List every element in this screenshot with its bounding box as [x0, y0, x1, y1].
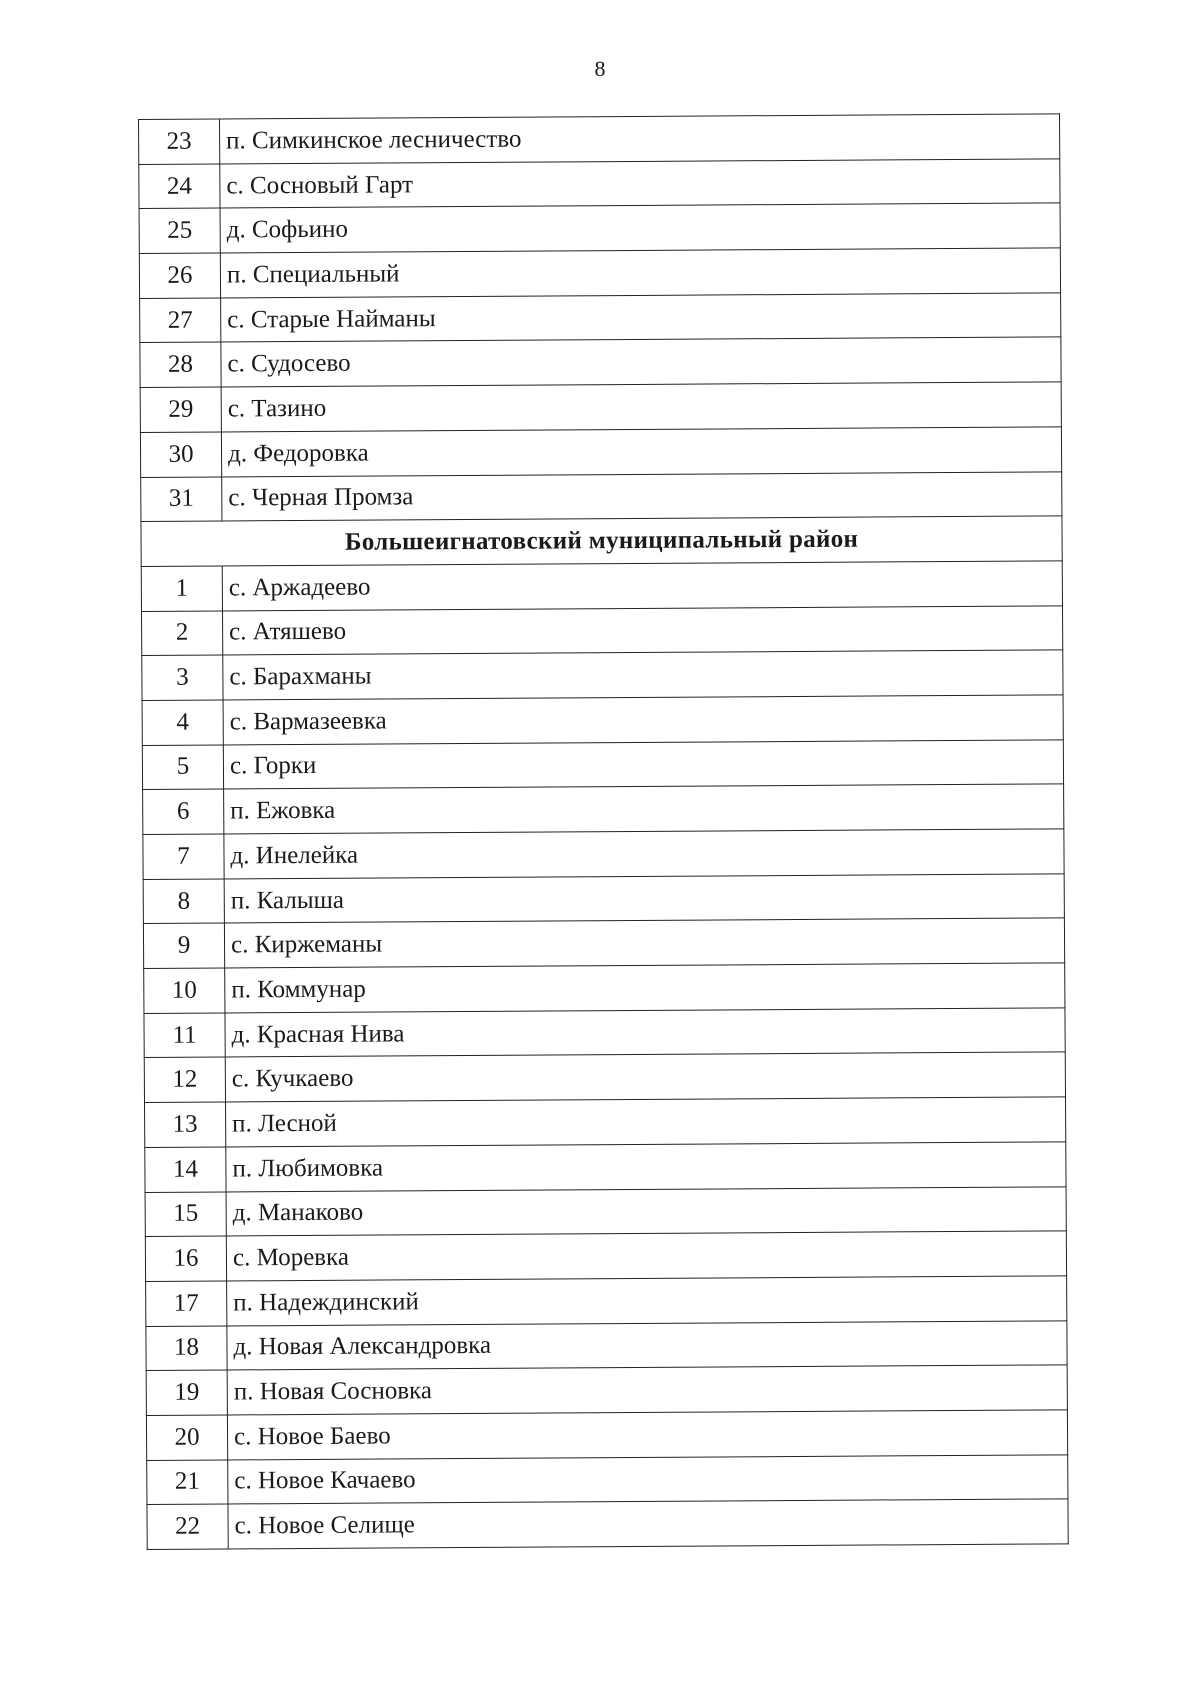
settlement-name: д. Софьино	[220, 203, 1060, 253]
row-number: 24	[139, 164, 220, 209]
row-number: 16	[145, 1236, 226, 1281]
table-row	[145, 1097, 1066, 1147]
row-number: 25	[139, 208, 220, 253]
settlement-name: с. Тазино	[221, 382, 1061, 432]
row-number: 30	[140, 432, 221, 477]
settlement-name: с. Киржеманы	[224, 918, 1064, 968]
table-row	[144, 1008, 1065, 1058]
row-number: 11	[144, 1013, 225, 1058]
row-number: 4	[142, 700, 223, 745]
settlement-name: с. Аржадеево	[222, 561, 1062, 611]
table-row	[142, 739, 1063, 789]
row-number: 19	[146, 1370, 227, 1415]
settlement-name: п. Коммунар	[225, 963, 1065, 1013]
row-number: 9	[143, 923, 224, 968]
row-number: 7	[143, 834, 224, 879]
settlement-name: с. Судосево	[221, 337, 1061, 387]
table-row	[145, 1186, 1066, 1236]
row-number: 31	[141, 476, 222, 521]
table-row	[145, 1231, 1066, 1281]
row-number: 26	[139, 253, 220, 298]
table-row	[146, 1276, 1067, 1326]
district-heading: Большеигнатовский муниципальный район	[141, 516, 1062, 566]
settlement-name: п. Ежовка	[224, 784, 1064, 834]
settlement-name: п. Новая Сосновка	[227, 1365, 1067, 1415]
page-number: 8	[594, 56, 606, 81]
settlement-name: п. Симкинское лесничество	[220, 114, 1060, 164]
settlement-name: п. Надеждинский	[227, 1276, 1067, 1326]
settlement-name: с. Новое Селище	[228, 1499, 1068, 1549]
table-row	[143, 784, 1064, 834]
row-number: 8	[143, 879, 224, 924]
settlement-name: с. Атяшево	[223, 605, 1063, 655]
table-row	[143, 918, 1064, 968]
settlement-name: с. Барахманы	[223, 650, 1063, 700]
row-number: 3	[142, 655, 223, 700]
row-number: 6	[143, 789, 224, 834]
row-number: 12	[144, 1057, 225, 1102]
settlement-name: с. Вармазеевка	[223, 695, 1063, 745]
table-row	[141, 471, 1062, 521]
settlement-name: д. Красная Нива	[225, 1008, 1065, 1058]
row-number: 1	[141, 566, 222, 611]
row-number: 10	[144, 968, 225, 1013]
row-number: 13	[145, 1102, 226, 1147]
row-number: 20	[146, 1415, 227, 1460]
settlement-name: п. Лесной	[226, 1097, 1066, 1147]
row-number: 17	[146, 1281, 227, 1326]
row-number: 14	[145, 1147, 226, 1192]
table-row	[147, 1454, 1068, 1504]
settlements-table	[138, 113, 1069, 1550]
table-row	[146, 1410, 1067, 1460]
settlement-name: д. Инелейка	[224, 829, 1064, 879]
table-row	[147, 1499, 1068, 1549]
table-row	[141, 561, 1062, 611]
table-row	[139, 248, 1060, 298]
table-row	[142, 605, 1063, 655]
settlement-name: д. Манаково	[226, 1186, 1066, 1236]
settlement-name: с. Горки	[223, 739, 1063, 789]
row-number: 28	[140, 342, 221, 387]
table-row	[142, 695, 1063, 745]
row-number: 23	[139, 119, 220, 164]
table-row	[144, 1052, 1065, 1102]
settlement-name: с. Старые Найманы	[221, 293, 1061, 343]
table-row	[143, 829, 1064, 879]
table-row	[142, 650, 1063, 700]
table-row	[139, 203, 1060, 253]
table-row	[140, 427, 1061, 477]
row-number: 2	[142, 611, 223, 656]
table-row	[146, 1320, 1067, 1370]
table-row	[143, 874, 1064, 924]
row-number: 15	[145, 1191, 226, 1236]
settlement-name: с. Новое Баево	[227, 1410, 1067, 1460]
settlement-name: п. Калыша	[224, 874, 1064, 924]
settlement-name: с. Новое Качаево	[228, 1454, 1068, 1504]
table-row	[139, 114, 1060, 164]
table-row	[139, 159, 1060, 209]
settlement-name: д. Новая Александровка	[227, 1320, 1067, 1370]
table-row	[146, 1365, 1067, 1415]
row-number: 22	[147, 1504, 228, 1549]
settlement-name: с. Сосновый Гарт	[220, 159, 1060, 209]
settlement-name: с. Черная Промза	[222, 471, 1062, 521]
settlement-name: с. Кучкаево	[225, 1052, 1065, 1102]
settlement-name: д. Федоровка	[221, 427, 1061, 477]
settlement-name: п. Любимовка	[226, 1142, 1066, 1192]
table-row	[144, 963, 1065, 1013]
table-row	[140, 293, 1061, 343]
row-number: 29	[140, 387, 221, 432]
row-number: 21	[147, 1460, 228, 1505]
settlement-name: п. Специальный	[220, 248, 1060, 298]
table-row	[145, 1142, 1066, 1192]
section-heading-row	[141, 516, 1062, 566]
table-row	[140, 382, 1061, 432]
row-number: 18	[146, 1326, 227, 1371]
row-number: 5	[142, 745, 223, 790]
row-number: 27	[140, 298, 221, 343]
settlement-name: с. Моревка	[226, 1231, 1066, 1281]
table-row	[140, 337, 1061, 387]
